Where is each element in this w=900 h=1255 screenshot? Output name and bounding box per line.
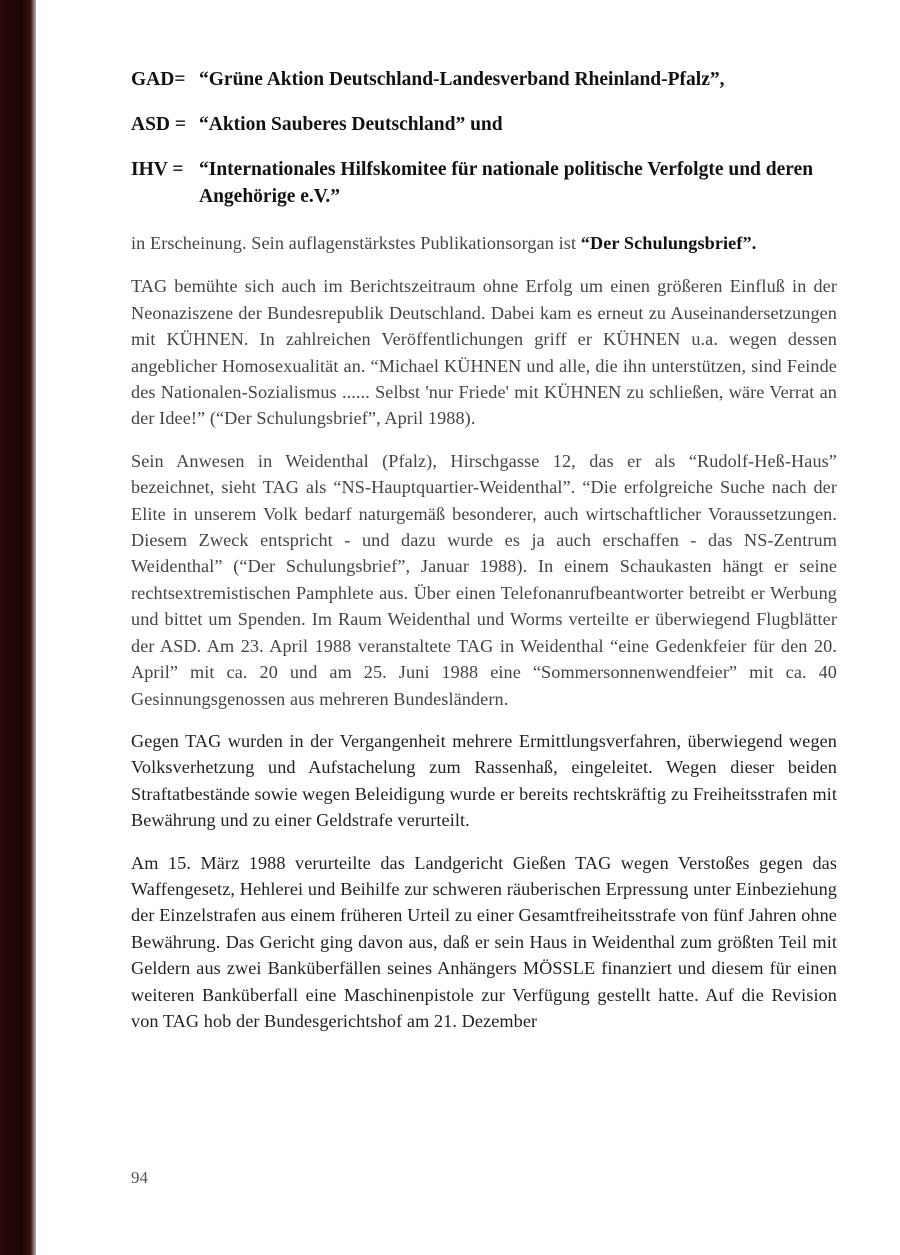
paragraph-urteil: Am 15. März 1988 verurteilte das Landgericht Gießen TAG wegen Verstoßes gegen das Waffengesetz, Hehlerei und Beihilfe zur schweren räuberischen Erpressung unter Einbeziehung der Einzelstrafen aus einem früheren Urteil zu einer Gesamtfreiheitsstrafe von fünf Jahren ohne Bewährung. Das Gericht ging davon aus, daß er sein Haus in Weidenthal zum größten Teil mit Geldern aus zwei Banküberfällen seines Anhängers MÖSSLE finanziert und diesem für einen weiteren Banküberfall eine Maschinenpistole zur Verfügung gestellt hatte. Auf die Revision von TAG hob der Bundesgerichtshof am 21. Dezember: [131, 852, 837, 1031]
publication-title: “Der Schulungsbrief”.: [580, 233, 757, 253]
paragraph-kuehnen: TAG bemühte sich auch im Berichtszeitraum ohne Erfolg um einen größeren Einfluß in der Neonaziszene der Bundesrepublik Deutschland. Dabei kam es erneut zu Auseinandersetzungen mit KÜHNEN. In zahlreichen Veröffentlichungen griff er KÜHNEN u.a. wegen dessen angeblicher Homosexualität an. “Michael KÜHNEN und alle, die ihn unterstützen, sind Feinde des Nationalen-Sozialismus ...... Selbst 'nur Friede' mit KÜHNEN zu schließen, wäre Verrat an der Idee!” (“Der Schulungsbrief”, April 1988).: [131, 276, 837, 429]
paragraph-text: in Erscheinung. Sein auflagenstärkstes Publikationsorgan ist: [131, 233, 581, 253]
abbreviation-definition: “Grüne Aktion Deutschland-Landesverband Rheinland-Pfalz”,: [199, 69, 725, 90]
abbreviation-definition: “Aktion Sauberes Deutschland” und: [199, 114, 503, 135]
document-page: [131, 66, 837, 1050]
paragraph-weidenthal: Sein Anwesen in Weidenthal (Pfalz), Hirschgasse 12, das er als “Rudolf-Heß-Haus” bezeichnet, sieht TAG als “NS-Hauptquartier-Weidenthal”. “Die erfolgreiche Suche nach der Elite in unserem Volk bedarf naturgemäß besonderer, auch wirtschaftlicher Voraussetzungen. Diesem Zweck entspricht - und dazu wurde es ja auch erschaffen - das NS-Zentrum Weidenthal” (“Der Schulungsbrief”, Januar 1988). In einem Schaukasten hängt er seine rechtsextremistischen Pamphlete aus. Über einen Telefonanrufbeantworter betreibt er Werbung und bittet um Spenden. Im Raum Weidenthal und Worms verteilte er überwiegend Flugblätter der ASD. Am 23. April 1988 veranstaltete TAG in Weidenthal “eine Gedenkfeier für den 20. April” mit ca. 20 und am 25. Juni 1988 eine “Sommersonnenwendfeier” mit ca. 40 Gesinnungsgenossen aus mehreren Bundesländern.: [131, 450, 837, 709]
abbreviation-key: GAD=: [131, 69, 186, 90]
abbreviation-key: IHV =: [131, 159, 184, 180]
abbreviation-key: ASD =: [131, 114, 186, 135]
abbreviation-gad: [131, 66, 837, 93]
page-number: 94: [131, 1168, 148, 1187]
paragraph-publication: [131, 230, 837, 256]
abbreviation-ihv: [131, 156, 837, 210]
abbreviation-asd: [131, 111, 837, 138]
scan-binding-edge: [0, 0, 36, 1255]
paragraph-ermittlungen: Gegen TAG wurden in der Vergangenheit mehrere Ermittlungsverfahren, überwiegend wegen Volksverhetzung und Aufstachelung zum Rassenhaß, eingeleitet. Wegen dieser beiden Straftatbestände sowie wegen Beleidigung wurde er bereits rechtskräftig zu Freiheitsstrafen mit Bewährung und zu einer Geldstrafe verurteilt.: [131, 730, 837, 831]
abbreviation-definition: “Internationales Hilfskomitee für nationale politische Verfolgte und deren Angehörige e.V.”: [199, 159, 814, 207]
